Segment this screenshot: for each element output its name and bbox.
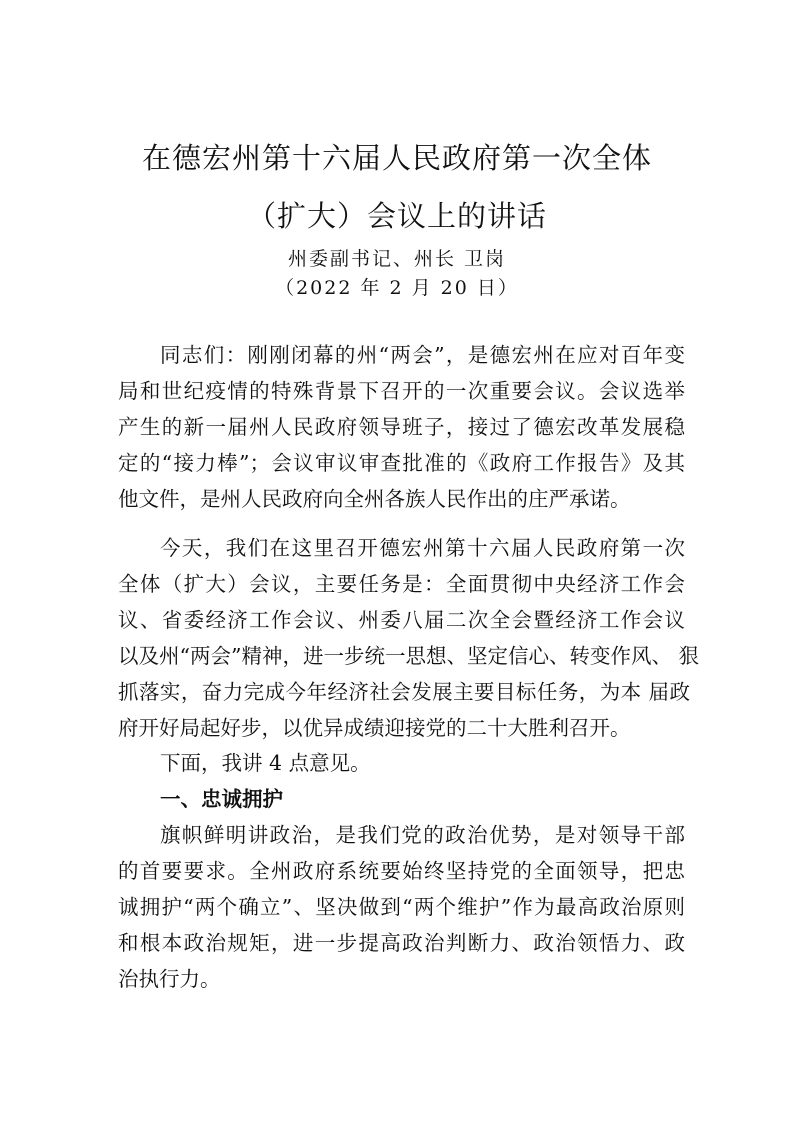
paragraph-line: 产生的新一届州人民政府领导班子，接过了德宏改革发展稳 bbox=[118, 415, 685, 439]
paragraph-line: 府开好局起好步，以优异成绩迎接党的二十大胜利召开。 bbox=[118, 716, 631, 740]
paragraph-line: 今天，我们在这里召开德宏州第十六届人民政府第一次 bbox=[160, 536, 685, 560]
author: 州委副书记、州长 卫岗 bbox=[287, 248, 507, 270]
paragraph-line: 治执行力。 bbox=[118, 967, 221, 991]
paragraph-line: 下面，我讲 4 点意见。 bbox=[160, 751, 371, 775]
paragraph-line: 全体（扩大）会议，主要任务是：全面贯彻中央经济工作会 bbox=[118, 572, 685, 596]
paragraph-line: 和根本政治规矩，进一步提高政治判断力、政治领悟力、政 bbox=[118, 931, 685, 955]
paragraph-line: 他文件，是州人民政府向全州各族人民作出的庄严承诺。 bbox=[118, 487, 631, 511]
date: （2022 年 2 月 20 日） bbox=[275, 277, 519, 299]
paragraph-line: 以及州“两会”精神，进一步统一思想、坚定信心、转变作风、 狠 bbox=[118, 644, 699, 668]
paragraph-line: 抓落实，奋力完成今年经济社会发展主要目标任务，为本 届政 bbox=[118, 680, 690, 704]
paragraph-line: 议、省委经济工作会议、州委八届二次全会暨经济工作会议 bbox=[118, 608, 685, 632]
paragraph-line: 旗帜鲜明讲政治，是我们党的政治优势，是对领导干部 bbox=[160, 823, 685, 847]
document-title-line-2: （扩大）会议上的讲话 bbox=[246, 199, 547, 233]
document-title-line-1: 在德宏州第十六届人民政府第一次全体 bbox=[141, 141, 652, 175]
paragraph-line: 诚拥护“两个确立”、坚决做到“两个维护”作为最高政治原则 bbox=[118, 895, 685, 919]
paragraph-line: 的首要要求。全州政府系统要始终坚持党的全面领导，把忠 bbox=[118, 859, 685, 883]
section-heading: 一、忠诚拥护 bbox=[160, 787, 283, 811]
paragraph-line: 局和世纪疫情的特殊背景下召开的一次重要会议。会议选举 bbox=[118, 379, 685, 403]
paragraph-line: 定的“接力棒”；会议审议审查批准的《政府工作报告》及其 bbox=[118, 451, 685, 475]
paragraph-line: 同志们：刚刚闭幕的州“两会”，是德宏州在应对百年变 bbox=[160, 343, 685, 367]
